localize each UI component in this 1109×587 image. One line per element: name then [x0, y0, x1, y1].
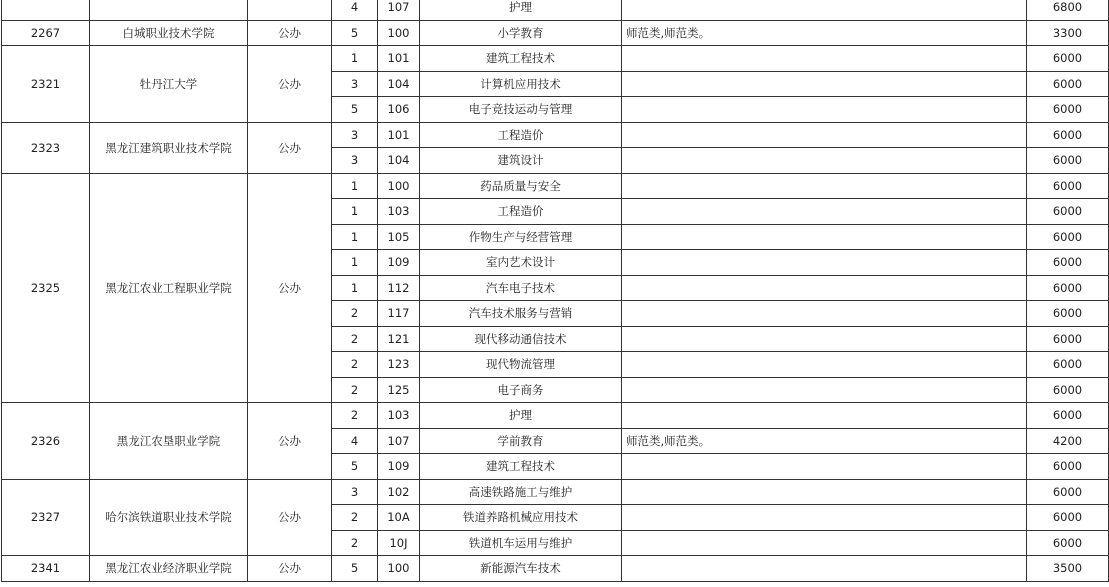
- batch-cell: 3: [332, 148, 378, 174]
- major-name-cell: 铁道机车运用与维护: [420, 530, 622, 556]
- major-code-cell: 104: [378, 71, 420, 97]
- note-cell: [622, 505, 1027, 531]
- major-name-cell: 电子商务: [420, 377, 622, 403]
- batch-cell: 3: [332, 122, 378, 148]
- major-name-cell: 建筑工程技术: [420, 46, 622, 72]
- fee-cell: 6000: [1027, 46, 1109, 72]
- major-name-cell: 现代移动通信技术: [420, 326, 622, 352]
- major-name-cell: 作物生产与经营管理: [420, 224, 622, 250]
- major-code-cell: 112: [378, 275, 420, 301]
- major-name-cell: 药品质量与安全: [420, 173, 622, 199]
- note-cell: [622, 122, 1027, 148]
- major-name-cell: 计算机应用技术: [420, 71, 622, 97]
- fee-cell: 6000: [1027, 250, 1109, 276]
- batch-cell: 1: [332, 224, 378, 250]
- fee-cell: 6000: [1027, 199, 1109, 225]
- fee-cell: 6000: [1027, 454, 1109, 480]
- table-row: [2, 0, 1109, 20]
- school-name-cell: 黑龙江农业经济职业学院: [90, 556, 248, 582]
- school-type-cell: 公办: [248, 403, 332, 480]
- major-code-cell: 104: [378, 148, 420, 174]
- fee-cell: 6000: [1027, 148, 1109, 174]
- note-cell: [622, 479, 1027, 505]
- major-code-cell: 10J: [378, 530, 420, 556]
- batch-cell: 2: [332, 403, 378, 429]
- note-cell: [622, 224, 1027, 250]
- admission-plan-table: [1, 0, 1109, 582]
- major-name-cell: 新能源汽车技术: [420, 556, 622, 582]
- major-code-cell: 107: [378, 0, 420, 20]
- major-name-cell: 护理: [420, 0, 622, 20]
- school-type-cell: 公办: [248, 122, 332, 173]
- table-row: [2, 122, 1109, 148]
- fee-cell: 6000: [1027, 403, 1109, 429]
- major-code-cell: 109: [378, 454, 420, 480]
- note-cell: [622, 352, 1027, 378]
- major-name-cell: 汽车技术服务与营销: [420, 301, 622, 327]
- batch-cell: 3: [332, 479, 378, 505]
- note-cell: [622, 454, 1027, 480]
- note-cell: [622, 46, 1027, 72]
- major-code-cell: 103: [378, 199, 420, 225]
- batch-cell: 2: [332, 377, 378, 403]
- major-code-cell: 100: [378, 173, 420, 199]
- major-name-cell: 工程造价: [420, 199, 622, 225]
- school-code-cell: 2327: [2, 479, 90, 556]
- table-row: [2, 20, 1109, 46]
- fee-cell: 3300: [1027, 20, 1109, 46]
- table-row: [2, 556, 1109, 582]
- note-cell: [622, 173, 1027, 199]
- major-code-cell: 101: [378, 122, 420, 148]
- fee-cell: 6000: [1027, 97, 1109, 123]
- major-name-cell: 室内艺术设计: [420, 250, 622, 276]
- major-code-cell: 10A: [378, 505, 420, 531]
- batch-cell: 5: [332, 454, 378, 480]
- batch-cell: 2: [332, 352, 378, 378]
- note-cell: [622, 275, 1027, 301]
- fee-cell: 6000: [1027, 71, 1109, 97]
- table-row: [2, 403, 1109, 429]
- fee-cell: 6000: [1027, 173, 1109, 199]
- school-name-cell: 哈尔滨铁道职业技术学院: [90, 479, 248, 556]
- major-name-cell: 建筑工程技术: [420, 454, 622, 480]
- batch-cell: 2: [332, 326, 378, 352]
- fee-cell: 6000: [1027, 224, 1109, 250]
- note-cell: [622, 199, 1027, 225]
- major-name-cell: 小学教育: [420, 20, 622, 46]
- batch-cell: 1: [332, 275, 378, 301]
- major-name-cell: 高速铁路施工与维护: [420, 479, 622, 505]
- school-code-cell: 2341: [2, 556, 90, 582]
- major-name-cell: 现代物流管理: [420, 352, 622, 378]
- note-cell: [622, 97, 1027, 123]
- note-cell: [622, 71, 1027, 97]
- major-code-cell: 105: [378, 224, 420, 250]
- major-code-cell: 121: [378, 326, 420, 352]
- school-name-cell: 黑龙江农垦职业学院: [90, 403, 248, 480]
- school-type-cell: 公办: [248, 479, 332, 556]
- school-name-cell: [90, 0, 248, 20]
- major-code-cell: 100: [378, 20, 420, 46]
- fee-cell: 6000: [1027, 505, 1109, 531]
- fee-cell: 6000: [1027, 122, 1109, 148]
- table-row: [2, 479, 1109, 505]
- school-type-cell: 公办: [248, 173, 332, 403]
- school-code-cell: 2323: [2, 122, 90, 173]
- note-cell: [622, 148, 1027, 174]
- major-name-cell: 铁道养路机械应用技术: [420, 505, 622, 531]
- major-name-cell: 汽车电子技术: [420, 275, 622, 301]
- school-code-cell: 2326: [2, 403, 90, 480]
- batch-cell: 4: [332, 428, 378, 454]
- table-row: [2, 173, 1109, 199]
- batch-cell: 5: [332, 20, 378, 46]
- major-code-cell: 101: [378, 46, 420, 72]
- note-cell: [622, 326, 1027, 352]
- fee-cell: 6000: [1027, 377, 1109, 403]
- fee-cell: 4200: [1027, 428, 1109, 454]
- major-code-cell: 103: [378, 403, 420, 429]
- major-name-cell: 建筑设计: [420, 148, 622, 174]
- fee-cell: 6000: [1027, 326, 1109, 352]
- school-code-cell: 2325: [2, 173, 90, 403]
- major-name-cell: 工程造价: [420, 122, 622, 148]
- school-name-cell: 黑龙江农业工程职业学院: [90, 173, 248, 403]
- major-name-cell: 护理: [420, 403, 622, 429]
- fee-cell: 3500: [1027, 556, 1109, 582]
- school-type-cell: [248, 0, 332, 20]
- note-cell: 师范类,师范类。: [622, 20, 1027, 46]
- batch-cell: 2: [332, 530, 378, 556]
- fee-cell: 6000: [1027, 530, 1109, 556]
- school-type-cell: 公办: [248, 20, 332, 46]
- major-code-cell: 125: [378, 377, 420, 403]
- school-code-cell: 2267: [2, 20, 90, 46]
- batch-cell: 1: [332, 199, 378, 225]
- note-cell: [622, 250, 1027, 276]
- school-name-cell: 白城职业技术学院: [90, 20, 248, 46]
- school-type-cell: 公办: [248, 556, 332, 582]
- note-cell: [622, 556, 1027, 582]
- note-cell: [622, 403, 1027, 429]
- school-name-cell: 黑龙江建筑职业技术学院: [90, 122, 248, 173]
- note-cell: 师范类,师范类。: [622, 428, 1027, 454]
- batch-cell: 5: [332, 556, 378, 582]
- major-code-cell: 123: [378, 352, 420, 378]
- fee-cell: 6800: [1027, 0, 1109, 20]
- school-type-cell: 公办: [248, 46, 332, 123]
- major-code-cell: 100: [378, 556, 420, 582]
- major-name-cell: 电子竞技运动与管理: [420, 97, 622, 123]
- note-cell: [622, 377, 1027, 403]
- batch-cell: 5: [332, 97, 378, 123]
- fee-cell: 6000: [1027, 479, 1109, 505]
- batch-cell: 1: [332, 250, 378, 276]
- school-name-cell: 牡丹江大学: [90, 46, 248, 123]
- note-cell: [622, 0, 1027, 20]
- major-name-cell: 学前教育: [420, 428, 622, 454]
- school-code-cell: [2, 0, 90, 20]
- note-cell: [622, 530, 1027, 556]
- major-code-cell: 106: [378, 97, 420, 123]
- batch-cell: 2: [332, 505, 378, 531]
- batch-cell: 2: [332, 301, 378, 327]
- fee-cell: 6000: [1027, 352, 1109, 378]
- fee-cell: 6000: [1027, 275, 1109, 301]
- batch-cell: 3: [332, 71, 378, 97]
- table-row: [2, 46, 1109, 72]
- batch-cell: 4: [332, 0, 378, 20]
- note-cell: [622, 301, 1027, 327]
- batch-cell: 1: [332, 46, 378, 72]
- major-code-cell: 107: [378, 428, 420, 454]
- major-code-cell: 117: [378, 301, 420, 327]
- major-code-cell: 109: [378, 250, 420, 276]
- batch-cell: 1: [332, 173, 378, 199]
- school-code-cell: 2321: [2, 46, 90, 123]
- fee-cell: 6000: [1027, 301, 1109, 327]
- major-code-cell: 102: [378, 479, 420, 505]
